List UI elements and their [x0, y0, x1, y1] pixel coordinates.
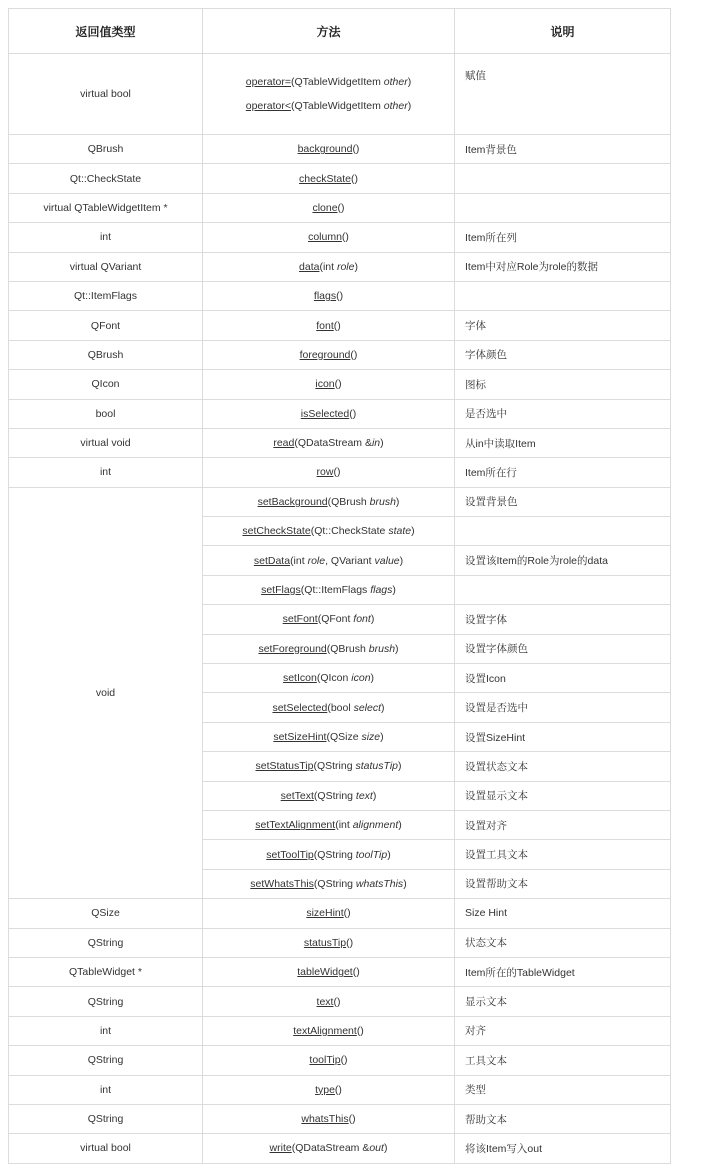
- method-signature: [211, 255, 446, 279]
- table-row: [9, 957, 671, 986]
- method-cell: [203, 1104, 455, 1133]
- method-param-name: value: [374, 554, 400, 567]
- method-link[interactable]: setFlags: [261, 584, 301, 597]
- description-cell: 设置对齐: [455, 810, 671, 839]
- method-params-suffix: ): [403, 877, 407, 890]
- description-cell: [455, 281, 671, 310]
- description-cell: Item中对应Role为role的数据: [455, 252, 671, 281]
- method-param-name: state: [388, 525, 412, 538]
- method-params-suffix: , QVariant: [325, 554, 375, 567]
- table-row: [9, 899, 671, 928]
- method-link[interactable]: operator<: [245, 100, 291, 112]
- method-link[interactable]: setTextAlignment: [255, 819, 336, 832]
- method-params-prefix: (QDataStream &: [291, 1142, 370, 1155]
- method-link[interactable]: setCheckState: [242, 525, 311, 538]
- method-link[interactable]: font: [316, 319, 334, 332]
- method-signature: [211, 167, 446, 191]
- method-param-name: in: [371, 437, 381, 450]
- description-cell: Item所在列: [455, 223, 671, 252]
- table-row: [9, 1046, 671, 1075]
- method-params-prefix: (): [352, 143, 360, 156]
- method-params-prefix: (QString: [313, 760, 356, 773]
- method-param-name: toolTip: [355, 848, 388, 861]
- method-signature: [211, 1107, 446, 1131]
- description-cell: 显示文本: [455, 987, 671, 1016]
- method-param-name: text: [355, 789, 373, 802]
- method-params-prefix: (): [346, 936, 354, 949]
- table-row: [9, 1075, 671, 1104]
- method-link[interactable]: setWhatsThis: [250, 877, 314, 890]
- method-params-suffix: ): [392, 584, 396, 597]
- description-cell: 对齐: [455, 1016, 671, 1045]
- method-cell: [203, 340, 455, 369]
- method-cell: [203, 605, 455, 634]
- method-signature: [211, 225, 446, 249]
- method-param-name: other: [383, 76, 408, 88]
- description-cell: 类型: [455, 1075, 671, 1104]
- method-params-prefix: (int: [290, 554, 308, 567]
- method-signature: [211, 1136, 446, 1160]
- method-params-prefix: (): [341, 231, 349, 244]
- description-cell: 将该Item写入out: [455, 1134, 671, 1163]
- method-link[interactable]: setForeground: [258, 642, 327, 655]
- method-params-prefix: (): [333, 319, 341, 332]
- method-cell: [203, 546, 455, 575]
- table-row: [9, 1016, 671, 1045]
- description-cell: 设置工具文本: [455, 840, 671, 869]
- method-params-prefix: (bool: [327, 701, 354, 714]
- method-link[interactable]: row: [316, 466, 334, 479]
- method-params-suffix: ): [380, 731, 384, 743]
- method-cell: [203, 634, 455, 663]
- description-cell: Item背景色: [455, 135, 671, 164]
- method-cell: [203, 693, 455, 722]
- method-signature: [211, 960, 446, 984]
- method-cell: [203, 281, 455, 310]
- table-body: [9, 54, 671, 1164]
- method-signature: [211, 431, 446, 455]
- table-row: [9, 135, 671, 164]
- method-cell: [203, 869, 455, 898]
- return-type-cell: Qt::ItemFlags: [9, 281, 203, 310]
- method-signature: [211, 549, 446, 573]
- method-link[interactable]: background: [297, 143, 353, 156]
- method-signature: [211, 754, 446, 778]
- description-cell: Item所在的TableWidget: [455, 957, 671, 986]
- return-type-cell: bool: [9, 399, 203, 428]
- method-cell: [203, 1016, 455, 1045]
- method-signature: [211, 343, 446, 367]
- description-cell: [455, 193, 671, 222]
- description-cell: [455, 164, 671, 193]
- method-params-suffix: ): [370, 613, 375, 626]
- method-cell: [203, 252, 455, 281]
- method-params-prefix: (): [349, 407, 357, 420]
- method-signature: [211, 725, 446, 749]
- table-row: [9, 487, 671, 516]
- method-link[interactable]: read: [273, 437, 295, 450]
- method-link[interactable]: setIcon: [282, 672, 317, 685]
- description-cell: 设置Icon: [455, 664, 671, 693]
- method-params-suffix: ): [398, 819, 402, 832]
- table-row: [9, 164, 671, 193]
- return-type-cell: QString: [9, 987, 203, 1016]
- method-cell: [203, 1134, 455, 1163]
- method-cell: [203, 722, 455, 751]
- method-cell: [203, 899, 455, 928]
- description-cell: [455, 517, 671, 546]
- method-link[interactable]: checkState: [299, 172, 351, 185]
- method-params-suffix: ): [395, 495, 400, 508]
- method-param-name: font: [353, 613, 371, 626]
- return-type-cell: int: [9, 1075, 203, 1104]
- description-cell: 设置SizeHint: [455, 722, 671, 751]
- method-params-prefix: (): [352, 966, 360, 979]
- method-params-suffix: ): [407, 76, 412, 88]
- method-link[interactable]: statusTip: [303, 936, 347, 949]
- method-signature: [211, 460, 446, 484]
- method-params-prefix: (Qt::ItemFlags: [300, 584, 371, 597]
- table-row: [9, 252, 671, 281]
- description-cell: 状态文本: [455, 928, 671, 957]
- method-signature: [211, 578, 446, 602]
- method-signature: [211, 372, 446, 396]
- method-params-prefix: (): [350, 172, 358, 185]
- method-params-suffix: ): [387, 848, 391, 861]
- method-signature: [211, 666, 446, 690]
- method-link[interactable]: setFont: [282, 613, 318, 626]
- method-params-prefix: (QDataStream &: [294, 437, 372, 450]
- method-cell: [203, 987, 455, 1016]
- description-cell: 赋值: [455, 54, 671, 135]
- return-type-cell: QIcon: [9, 370, 203, 399]
- method-link[interactable]: sizeHint: [306, 907, 344, 920]
- table-row: [9, 458, 671, 487]
- method-signature: [211, 637, 446, 661]
- method-signature: [211, 196, 446, 220]
- method-params-prefix: (): [356, 1024, 364, 1037]
- table-row: [9, 311, 671, 340]
- method-params-suffix: ): [354, 260, 358, 273]
- method-link[interactable]: textAlignment: [293, 1024, 357, 1037]
- method-params-suffix: ): [383, 1142, 388, 1155]
- method-param-name: role: [307, 554, 326, 567]
- return-type-cell: virtual QVariant: [9, 252, 203, 281]
- method-signature: [211, 519, 446, 543]
- method-signature: [211, 284, 446, 308]
- method-cell: [203, 810, 455, 839]
- method-cell: [203, 1046, 455, 1075]
- description-cell: 是否选中: [455, 399, 671, 428]
- method-link[interactable]: column: [308, 231, 342, 244]
- method-param-name: select: [353, 701, 382, 714]
- method-param-name: statusTip: [355, 760, 398, 773]
- method-cell: [203, 781, 455, 810]
- table-row: [9, 340, 671, 369]
- method-link[interactable]: setSelected: [272, 701, 328, 714]
- method-params-prefix: (QBrush: [327, 495, 370, 508]
- method-params-prefix: (): [333, 466, 341, 479]
- method-params-suffix: ): [381, 701, 385, 714]
- description-cell: Size Hint: [455, 899, 671, 928]
- method-param-name: whatsThis: [355, 877, 404, 890]
- method-params-prefix: (QBrush: [326, 642, 369, 655]
- table-row: [9, 1104, 671, 1133]
- method-params-prefix: (int: [319, 260, 337, 273]
- method-params-prefix: (): [340, 1054, 348, 1067]
- return-type-cell: int: [9, 1016, 203, 1045]
- method-params-prefix: (QSize: [326, 731, 362, 743]
- method-signature: [211, 931, 446, 955]
- method-link[interactable]: isSelected: [300, 407, 350, 420]
- method-link[interactable]: clone: [312, 201, 338, 214]
- table-row: [9, 428, 671, 457]
- method-params-prefix: (QString: [313, 789, 356, 802]
- method-params-prefix: (): [337, 201, 345, 214]
- method-param-name: brush: [368, 642, 396, 655]
- method-params-prefix: (QTableWidgetItem: [291, 76, 384, 88]
- method-link[interactable]: tableWidget: [297, 966, 353, 979]
- return-type-cell: QSize: [9, 899, 203, 928]
- method-signature: [211, 1048, 446, 1072]
- description-cell: 设置状态文本: [455, 752, 671, 781]
- method-param-name: alignment: [352, 819, 399, 832]
- method-link[interactable]: whatsThis: [301, 1113, 349, 1126]
- table-row: [9, 987, 671, 1016]
- return-type-cell: int: [9, 458, 203, 487]
- method-params-suffix: ): [407, 100, 412, 112]
- method-link[interactable]: icon: [315, 378, 335, 391]
- method-signature: [211, 784, 446, 808]
- method-signature: [211, 70, 446, 94]
- table-row: [9, 370, 671, 399]
- return-type-cell: QFont: [9, 311, 203, 340]
- method-cell: [203, 840, 455, 869]
- method-signature: [211, 94, 446, 118]
- return-type-cell: QString: [9, 1104, 203, 1133]
- method-cell: [203, 664, 455, 693]
- method-link[interactable]: text: [316, 995, 334, 1008]
- method-params-suffix: ): [411, 525, 415, 538]
- method-cell: [203, 311, 455, 340]
- description-cell: 帮助文本: [455, 1104, 671, 1133]
- method-cell: [203, 458, 455, 487]
- table-row: [9, 54, 671, 135]
- description-cell: 工具文本: [455, 1046, 671, 1075]
- return-type-cell: virtual QTableWidgetItem *: [9, 193, 203, 222]
- return-type-cell: virtual bool: [9, 54, 203, 135]
- description-cell: 设置字体: [455, 605, 671, 634]
- method-link[interactable]: setToolTip: [266, 848, 314, 861]
- description-cell: 字体: [455, 311, 671, 340]
- method-signature: [211, 314, 446, 338]
- method-params-suffix: ): [372, 789, 377, 802]
- method-cell: [203, 487, 455, 516]
- return-type-cell: virtual void: [9, 428, 203, 457]
- method-cell: [203, 752, 455, 781]
- method-params-prefix: (QString: [313, 848, 356, 861]
- description-cell: [455, 575, 671, 604]
- method-cell: [203, 575, 455, 604]
- method-signature: [211, 843, 446, 867]
- method-link[interactable]: setBackground: [257, 495, 328, 508]
- return-type-cell: QBrush: [9, 340, 203, 369]
- method-params-suffix: ): [395, 642, 399, 655]
- method-signature: [211, 1078, 446, 1102]
- method-signature: [211, 901, 446, 925]
- table-row: [9, 223, 671, 252]
- method-params-prefix: (): [336, 290, 344, 303]
- method-params-prefix: (): [343, 907, 351, 920]
- method-cell: [203, 54, 455, 135]
- method-link[interactable]: foreground: [299, 348, 351, 361]
- table-row: [9, 281, 671, 310]
- method-signature: [211, 1019, 446, 1043]
- description-cell: 从in中读取Item: [455, 428, 671, 457]
- return-type-cell: QString: [9, 1046, 203, 1075]
- method-signature: [211, 813, 446, 837]
- method-link[interactable]: setData: [253, 554, 291, 567]
- method-cell: [203, 1075, 455, 1104]
- description-cell: 设置该Item的Role为role的data: [455, 546, 671, 575]
- method-params-prefix: (Qt::CheckState: [310, 525, 389, 538]
- description-cell: 设置背景色: [455, 487, 671, 516]
- method-param-name: icon: [351, 672, 371, 685]
- header-method: 方法: [203, 9, 455, 54]
- table-row: [9, 399, 671, 428]
- method-cell: [203, 164, 455, 193]
- table-row: [9, 1134, 671, 1163]
- method-params-suffix: ): [370, 672, 375, 685]
- return-type-cell: QString: [9, 928, 203, 957]
- method-cell: [203, 223, 455, 252]
- method-param-name: out: [369, 1142, 384, 1155]
- method-params-suffix: ): [380, 437, 384, 450]
- method-param-name: flags: [370, 584, 393, 597]
- method-signature: [211, 402, 446, 426]
- method-signature: [211, 696, 446, 720]
- method-param-name: role: [336, 260, 355, 273]
- method-link[interactable]: type: [315, 1083, 335, 1096]
- method-signature: [211, 990, 446, 1014]
- header-description: 说明: [455, 9, 671, 54]
- method-params-prefix: (QFont: [317, 613, 354, 626]
- description-cell: 设置字体颜色: [455, 634, 671, 663]
- method-params-prefix: (): [348, 1113, 356, 1126]
- method-cell: [203, 370, 455, 399]
- method-params-prefix: (): [350, 348, 358, 361]
- method-link[interactable]: setText: [280, 789, 314, 802]
- method-params-prefix: (QTableWidgetItem: [291, 100, 384, 112]
- method-params-prefix: (QString: [313, 877, 356, 890]
- method-signature: [211, 137, 446, 161]
- method-params-prefix: (QIcon: [316, 672, 352, 685]
- method-link[interactable]: flags: [313, 290, 337, 303]
- return-type-cell: void: [9, 487, 203, 898]
- method-params-prefix: (int: [335, 819, 353, 832]
- method-link[interactable]: toolTip: [309, 1054, 341, 1067]
- return-type-cell: QBrush: [9, 135, 203, 164]
- method-link[interactable]: write: [269, 1142, 292, 1155]
- method-params-prefix: (): [334, 378, 342, 391]
- method-signature: [211, 872, 446, 896]
- table-row: [9, 193, 671, 222]
- table-row: [9, 928, 671, 957]
- method-cell: [203, 517, 455, 546]
- method-cell: [203, 928, 455, 957]
- method-params-prefix: (): [333, 995, 341, 1008]
- method-params-suffix: ): [399, 554, 404, 567]
- method-cell: [203, 399, 455, 428]
- api-table: [8, 8, 671, 1164]
- method-params-suffix: ): [398, 760, 402, 773]
- method-cell: [203, 428, 455, 457]
- method-signature: [211, 490, 446, 514]
- return-type-cell: virtual bool: [9, 1134, 203, 1163]
- method-link[interactable]: operator=: [245, 76, 291, 88]
- method-param-name: other: [383, 100, 408, 112]
- method-cell: [203, 957, 455, 986]
- return-type-cell: QTableWidget *: [9, 957, 203, 986]
- method-link[interactable]: setSizeHint: [273, 731, 327, 743]
- description-cell: 设置帮助文本: [455, 869, 671, 898]
- method-params-prefix: (): [334, 1083, 342, 1096]
- method-signature: [211, 607, 446, 631]
- description-cell: 图标: [455, 370, 671, 399]
- description-cell: 字体颜色: [455, 340, 671, 369]
- description-cell: 设置显示文本: [455, 781, 671, 810]
- return-type-cell: int: [9, 223, 203, 252]
- method-link[interactable]: data: [299, 260, 320, 273]
- method-param-name: size: [361, 731, 381, 743]
- header-row: [9, 9, 671, 54]
- return-type-cell: Qt::CheckState: [9, 164, 203, 193]
- method-link[interactable]: setStatusTip: [255, 760, 314, 773]
- method-cell: [203, 135, 455, 164]
- method-cell: [203, 193, 455, 222]
- description-cell: 设置是否选中: [455, 693, 671, 722]
- method-param-name: brush: [369, 495, 396, 508]
- header-return-type: 返回值类型: [9, 9, 203, 54]
- description-cell: Item所在行: [455, 458, 671, 487]
